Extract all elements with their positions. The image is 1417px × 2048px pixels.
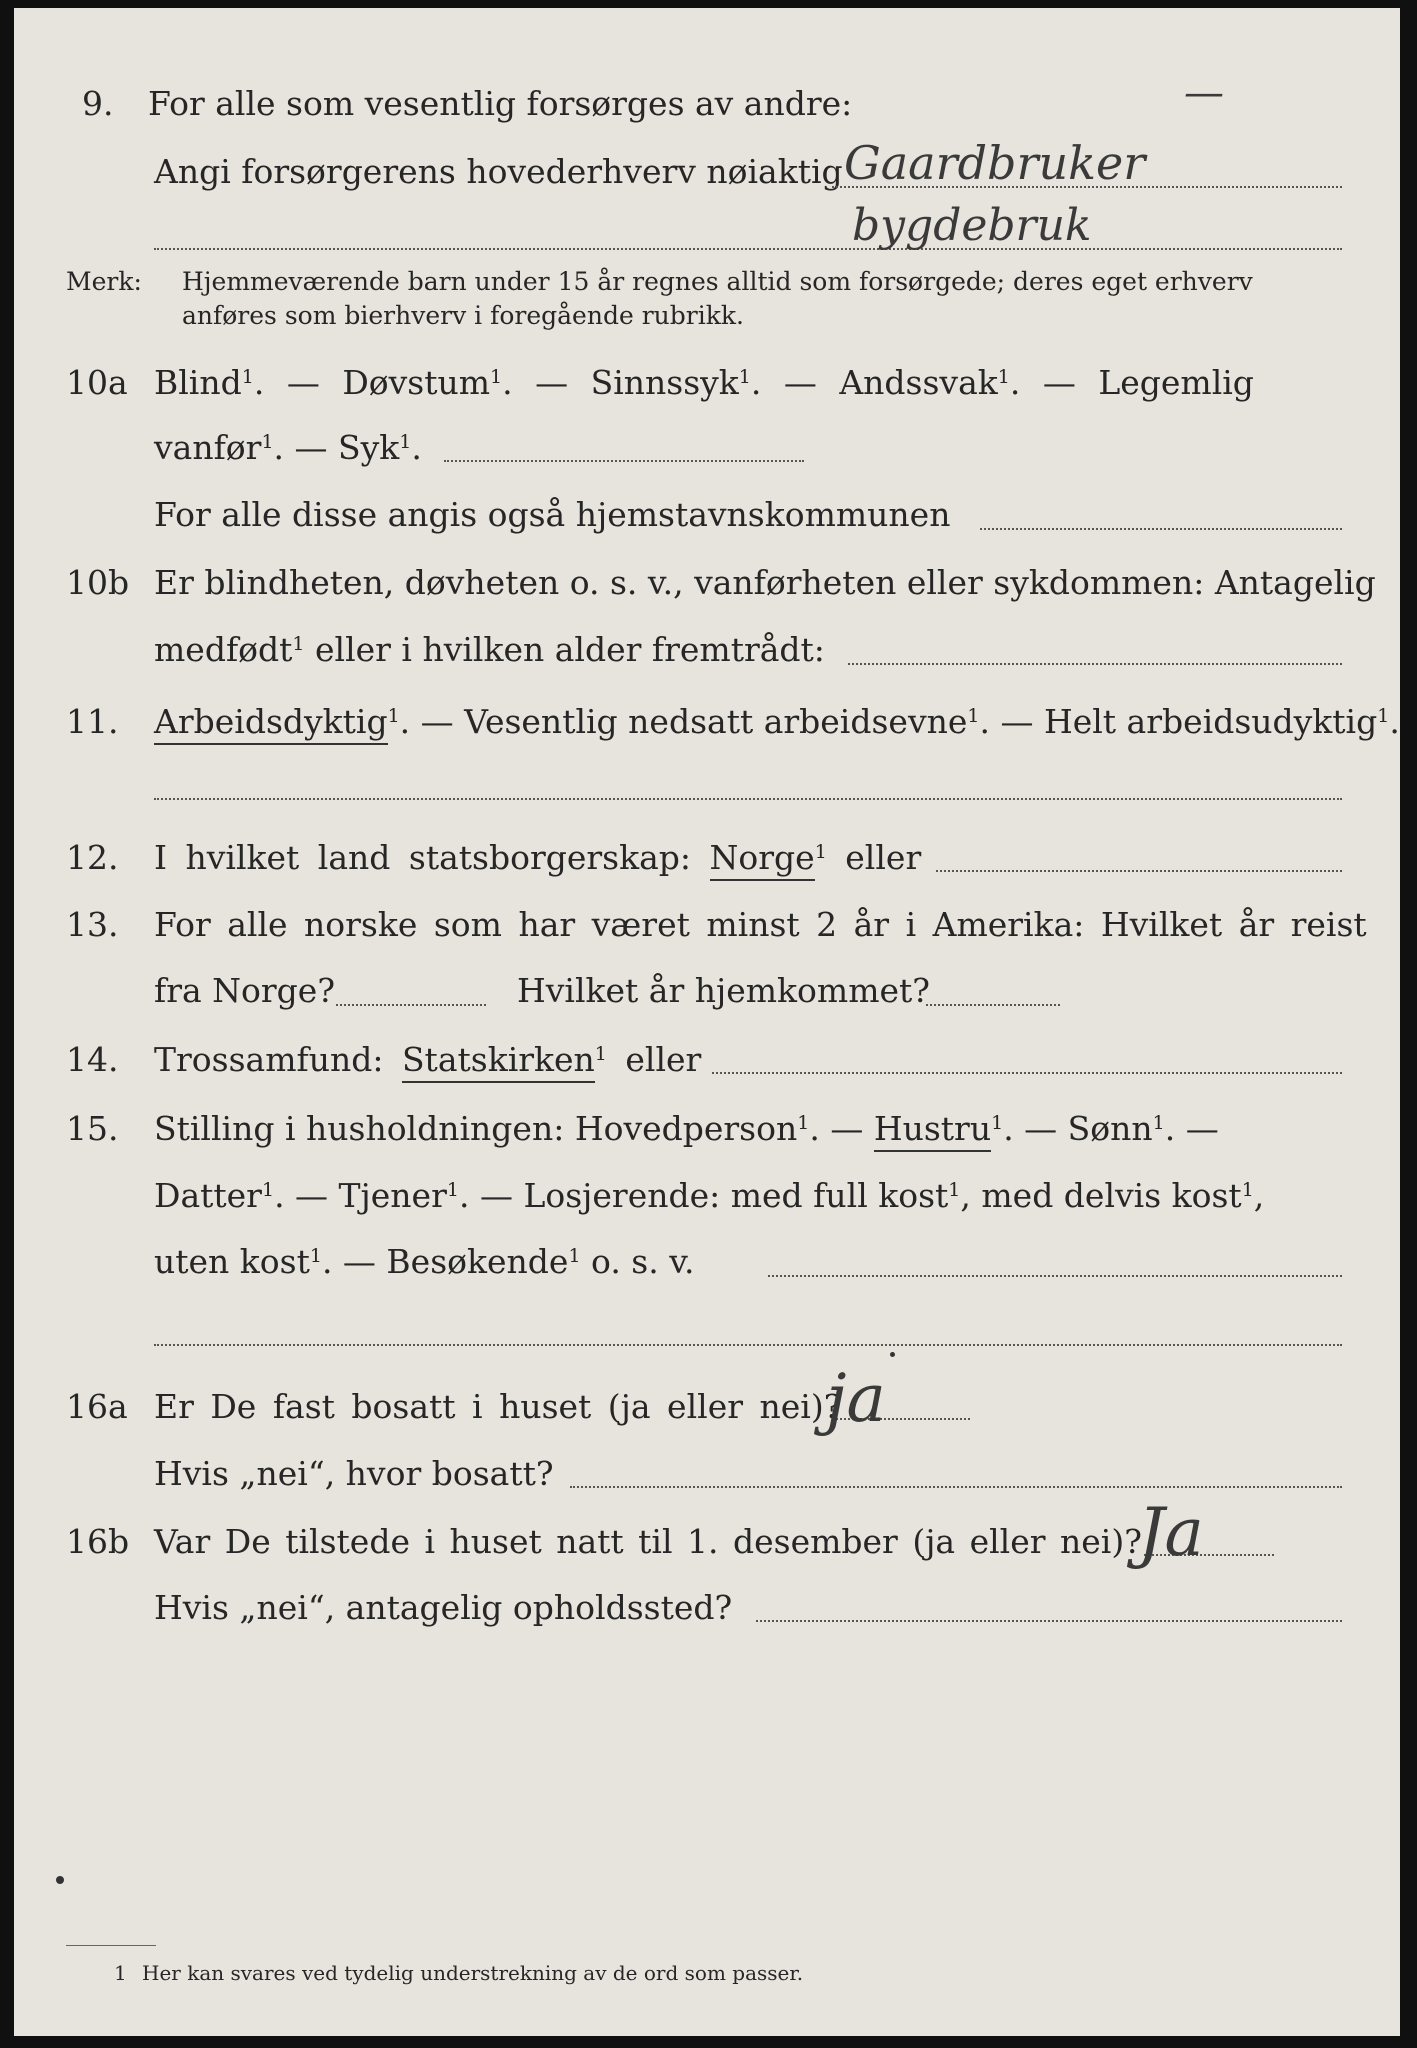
handwritten-dash: — [1184, 70, 1224, 116]
question-number: 14. [66, 1040, 119, 1079]
answer-line[interactable] [768, 1275, 1342, 1277]
answer-line[interactable] [936, 870, 1342, 872]
question-text: Hvis „nei“, antagelig opholdssted? [154, 1588, 733, 1627]
question-text: Er De fast bosatt i huset (ja eller nei)? [154, 1387, 842, 1426]
question-text: Hvis „nei“, hvor bosatt? [154, 1454, 554, 1493]
question-number: 11. [66, 702, 119, 741]
handwritten-answer: Ja [1138, 1494, 1204, 1571]
question-number: 16b [66, 1522, 130, 1561]
answer-line[interactable] [570, 1486, 1342, 1488]
answer-line[interactable] [848, 663, 1342, 665]
question-text: medfødt$^1$ eller i hvilken alder fremtrådt: [154, 630, 825, 669]
handwritten-answer: ja [826, 1360, 886, 1437]
note-label: Merk: [66, 267, 142, 296]
question-text: Datter$^1$. — Tjener$^1$. — Losjerende: med full kost$^1$, med delvis kost$^1$, [154, 1176, 1265, 1215]
question-number: 12. [66, 838, 119, 877]
question-text: For alle disse angis også hjemstavnskommunen [154, 495, 951, 534]
question-number: 13. [66, 905, 119, 944]
question-text: Var De tilstede i huset natt til 1. desember (ja eller nei)? [154, 1522, 1142, 1561]
question-number: 10a [66, 363, 128, 402]
answer-line[interactable] [154, 248, 1342, 250]
question-text: uten kost$^1$. — Besøkende$^1$ o. s. v. [154, 1242, 695, 1281]
census-form-page [14, 8, 1400, 2036]
handwritten-answer: Gaardbruker [844, 136, 1146, 190]
question-number: 9. [82, 84, 114, 123]
question-text: Blind$^1$. — Døvstum$^1$. — Sinnssyk$^1$. — Andssvak$^1$. — Legemlig [154, 363, 1254, 402]
answer-line[interactable] [444, 460, 804, 462]
ink-mark [890, 1352, 895, 1357]
question-text: Trossamfund: Statskirken$^1$ eller [154, 1040, 701, 1080]
answer-line[interactable] [756, 1620, 1342, 1622]
answer-line[interactable] [926, 1004, 1060, 1006]
answer-line[interactable] [154, 798, 1342, 800]
question-text: Hvilket år hjemkommet? [517, 971, 930, 1010]
answer-line[interactable] [154, 1344, 1342, 1346]
question-text: Stilling i husholdningen: Hovedperson$^1$. — Hustru$^1$. — Sønn$^1$. — [154, 1109, 1219, 1149]
handwritten-answer: bygdebruk [852, 200, 1092, 251]
underlined-answer: Statskirken [402, 1040, 595, 1083]
question-text: For alle som vesentlig forsørges av andre: [148, 84, 853, 123]
question-text: Arbeidsdyktig$^1$. — Vesentlig nedsatt arbeidsevne$^1$. — Helt arbeidsudyktig$^1$. [154, 702, 1400, 742]
question-text: fra Norge? [154, 971, 336, 1010]
question-text: For alle norske som har været minst 2 år i Amerika: Hvilket år reist [154, 905, 1367, 944]
question-text: Er blindheten, døvheten o. s. v., vanførheten eller sykdommen: Antagelig [154, 563, 1376, 602]
note-text: anføres som bierhverv i foregående rubrikk. [182, 301, 744, 330]
footnote-rule [66, 1945, 156, 1946]
underlined-answer: Hustru [874, 1109, 991, 1152]
underlined-answer: Arbeidsdyktig [154, 702, 388, 745]
note-text: Hjemmeværende barn under 15 år regnes alltid som forsørgede; deres eget erhverv [182, 267, 1253, 296]
answer-line[interactable] [980, 528, 1342, 530]
question-number: 10b [66, 563, 130, 602]
answer-line[interactable] [336, 1004, 486, 1006]
question-number: 16a [66, 1387, 128, 1426]
underlined-answer: Norge [710, 838, 815, 881]
answer-line[interactable] [712, 1072, 1342, 1074]
question-text: I hvilket land statsborgerskap: Norge$^1$ eller [154, 838, 921, 878]
footnote-text: Her kan svares ved tydelig understrekning av de ord som passer. [142, 1961, 804, 1985]
question-text: Angi forsørgerens hovederhverv nøiaktig [154, 152, 843, 191]
ink-mark [56, 1876, 64, 1884]
question-text: vanfør$^1$. — Syk$^1$. [154, 428, 422, 467]
question-number: 15. [66, 1109, 119, 1148]
footnote-number: 1 [114, 1961, 127, 1985]
